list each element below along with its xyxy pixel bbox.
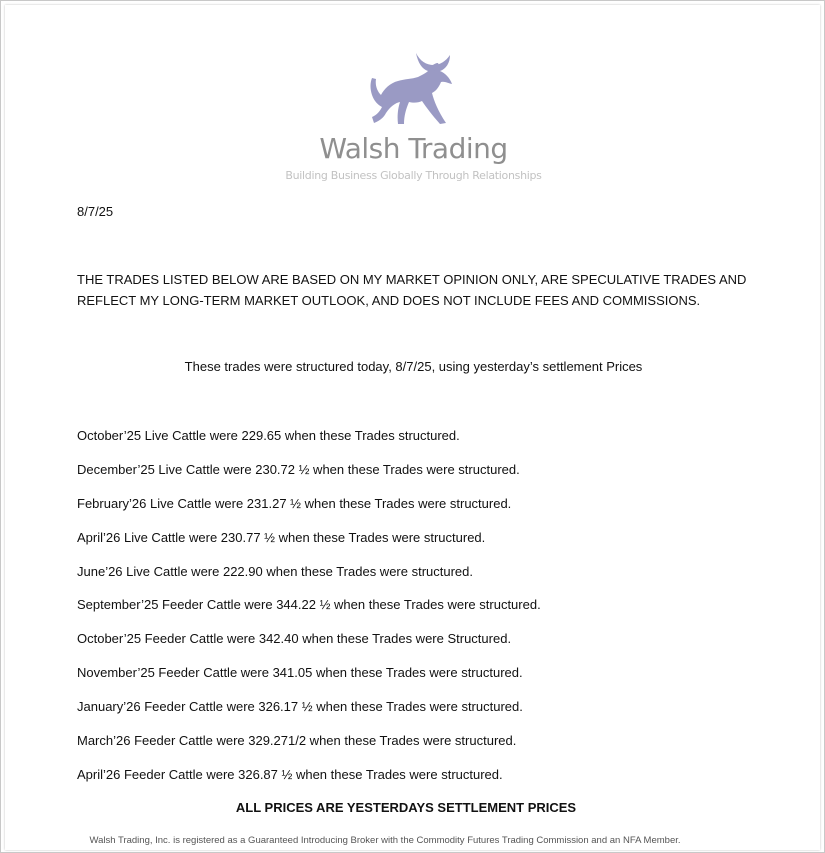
price-line: September’25 Feeder Cattle were 344.22 ½ when these Trades were structured. xyxy=(77,597,541,613)
price-line: February’26 Live Cattle were 231.27 ½ when these Trades were structured. xyxy=(77,495,512,511)
price-line: April’26 Feeder Cattle were 326.87 ½ when these Trades were structured. xyxy=(77,766,503,782)
price-line: June’26 Live Cattle were 222.90 when these Trades were structured. xyxy=(77,563,474,579)
price-line: April’26 Live Cattle were 230.77 ½ when these Trades were structured. xyxy=(77,529,486,545)
brand-tagline: Building Business Globally Through Relationships xyxy=(285,169,542,182)
price-line: October’25 Live Cattle were 229.65 when these Trades structured. xyxy=(77,428,460,443)
brand-name: Walsh Trading xyxy=(319,132,508,165)
price-line: October’25 Feeder Cattle were 342.40 when these Trades were Structured. xyxy=(77,631,512,647)
regulatory-footer: Walsh Trading, Inc. is registered as a Guaranteed Introducing Broker with the Commodity Futures Trading Commission and an NFA Member. xyxy=(89,835,681,846)
bull-icon xyxy=(366,51,461,131)
closing-statement: ALL PRICES ARE YESTERDAYS SETTLEMENT PRICES xyxy=(235,800,577,815)
document-date: 8/7/25 xyxy=(77,204,114,219)
price-line: March’26 Feeder Cattle were 329.271/2 when these Trades were structured. xyxy=(77,733,517,749)
intro-line: These trades were structured today, 8/7/25, using yesterday’s settlement Prices xyxy=(184,359,643,374)
price-list xyxy=(77,427,541,800)
price-line: January’26 Feeder Cattle were 326.17 ½ when these Trades were structured. xyxy=(77,699,523,715)
price-line: December’25 Live Cattle were 230.72 ½ when these Trades were structured. xyxy=(77,461,520,477)
disclaimer-paragraph: THE TRADES LISTED BELOW ARE BASED ON MY MARKET OPINION ONLY, ARE SPECULATIVE TRADES AND REFLECT MY LONG-TERM MARKET OUTLOOK, AND DOES NOT INCLUDE FEES AND COMMISSIONS. xyxy=(77,272,747,308)
price-line: November’25 Feeder Cattle were 341.05 when these Trades were structured. xyxy=(77,665,523,681)
